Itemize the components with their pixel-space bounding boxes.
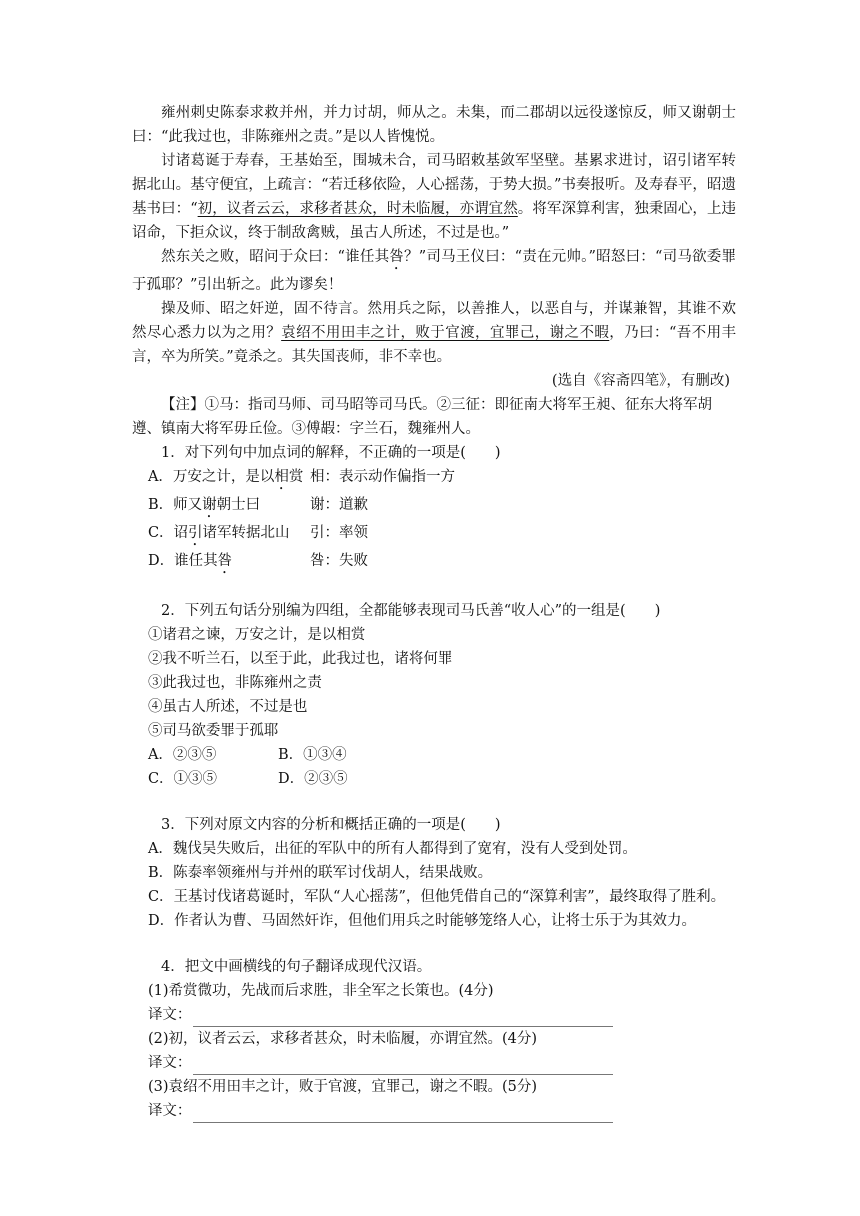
answer-label: 译文： bbox=[147, 1007, 192, 1023]
q2-item-3: ③此我过也，非陈雍州之责 bbox=[147, 675, 322, 691]
q1-option-a: A．万安之计，是以相赏 相：表示动作偏指一方 bbox=[132, 465, 736, 493]
q3-option-b: B．陈泰率领雍州与并州的联军讨伐胡人，结果战败。 bbox=[147, 865, 493, 881]
question-3-stem: 3．下列对原文内容的分析和概括正确的一项是( ) bbox=[161, 817, 501, 833]
q3-option-a: A．魏伐吴失败后，出征的军队中的所有人都得到了宽宥，没有人受到处罚。 bbox=[147, 841, 637, 857]
q2-item-1: ①诸君之谏，万安之计，是以相赏 bbox=[147, 627, 366, 643]
paragraph-3-text-b: ？”司马王仪曰：“责在元帅。”昭怒曰：“司马欲委罪于孤耶？”引出斩之。此为谬矣！ bbox=[132, 249, 736, 293]
q3-option-d: D．作者认为曹、马固然奸诈，但他们用兵之时能够笼络人心，让将士乐于为其效力。 bbox=[147, 913, 697, 929]
question-2-stem: 2．下列五句话分别编为四组，全都能够表现司马氏善“收人心”的一组是( ) bbox=[161, 603, 661, 619]
q4-item-3: (3)袁绍不用田丰之计，败于官渡，宜罪己，谢之不暇。(5分) bbox=[147, 1079, 538, 1095]
passage-paragraph-4 bbox=[132, 297, 736, 369]
dotted-word: 相 bbox=[274, 469, 289, 485]
q1-option-b: B．师又谢朝士曰 谢：道歉 bbox=[132, 493, 736, 521]
q4-answer-2[interactable] bbox=[148, 1051, 736, 1075]
paragraph-3-text-a: 然东关之败，昭问于众曰：“谁任其 bbox=[161, 249, 390, 265]
passage-paragraph-2 bbox=[132, 149, 736, 245]
q1-gloss-a: 相：表示动作偏指一方 bbox=[310, 469, 455, 485]
paragraph-2-text-a: 讨诸葛诞于寿春，王基始至，围城未合，司马昭敕基敛军坚壁。基累求进讨，诏引诸军转据北山。基守便宜，上疏言：“若迁移依险，人心摇荡，于势大损。”书奏报听。及寿春平，昭遗基书曰：“ bbox=[132, 153, 736, 217]
passage-source: (选自《容斋四笔》，有删改) bbox=[551, 373, 730, 389]
dotted-word: 引 bbox=[188, 525, 203, 541]
q4-item-2: (2)初，议者云云，求移者甚众，时未临履，亦谓宜然。(4分) bbox=[147, 1031, 538, 1047]
passage-note: 【注】①马：指司马师、司马昭等司马氏。②三征：即征南大将军王昶、征东大将军胡遵、镇南大将军毋丘俭。③傅嘏：字兰石，魏雍州人。 bbox=[132, 397, 712, 437]
q1-gloss-d: 咎：失败 bbox=[310, 553, 368, 569]
q2-choice-c: C．①③⑤ bbox=[147, 771, 218, 787]
content-column bbox=[132, 101, 736, 1123]
q1-gloss-b: 谢：道歉 bbox=[310, 497, 368, 513]
q2-choices-cd bbox=[132, 767, 736, 791]
q2-item-2: ②我不听兰石，以至于此，此我过也，诸将何罪 bbox=[147, 651, 453, 667]
q2-choices-ab bbox=[132, 743, 736, 767]
question-4-stem: 4．把文中画横线的句子翻译成现代汉语。 bbox=[161, 959, 432, 975]
answer-line[interactable] bbox=[193, 1012, 613, 1027]
q2-choice-b: B．①③④ bbox=[277, 747, 347, 763]
dotted-word: 咎 bbox=[389, 249, 405, 265]
q4-item-1: (1)希赏微功，先战而后求胜，非全军之长策也。(4分) bbox=[147, 983, 494, 999]
q2-item-5: ⑤司马欲委罪于孤耶 bbox=[147, 723, 279, 739]
answer-line[interactable] bbox=[193, 1060, 613, 1075]
passage-paragraph-3 bbox=[132, 245, 736, 297]
passage-paragraph-1: 雍州刺史陈泰求救并州，并力讨胡，师从之。未集，而二郡胡以远役遂惊反，师又谢朝士曰：“此我过也，非陈雍州之责。”是以人皆愧悦。 bbox=[132, 105, 736, 145]
dotted-word: 咎 bbox=[217, 553, 233, 569]
underlined-sentence-1: 初，议者云云，求移者甚众，时未临履，亦谓宜然 bbox=[197, 201, 518, 217]
answer-line[interactable] bbox=[193, 1108, 613, 1123]
q2-choice-d: D．②③⑤ bbox=[277, 771, 348, 787]
q1-gloss-c: 引：率领 bbox=[310, 525, 368, 541]
answer-label: 译文： bbox=[147, 1103, 192, 1119]
q3-option-c: C．王基讨伐诸葛诞时，军队“人心摇荡”，但他凭借自己的“深算利害”，最终取得了胜利。 bbox=[147, 889, 726, 905]
q1-option-d: D．谁任其咎 咎：失败 bbox=[132, 549, 736, 577]
q4-answer-3[interactable] bbox=[148, 1099, 736, 1123]
dotted-word: 谢 bbox=[202, 497, 217, 513]
paragraph-4-text-a: 操及师、昭之奸逆，固不待言。然用兵之际，以善推人，以恶自与，并谋兼智，其谁不欢然尽心悉力以为之用？ bbox=[132, 301, 736, 341]
q4-answer-1[interactable] bbox=[148, 1003, 736, 1027]
q2-choice-a: A．②③⑤ bbox=[147, 747, 217, 763]
q1-option-c: C．诏引诸军转据北山 引：率领 bbox=[132, 521, 736, 549]
question-1-stem: 1．对下列句中加点词的解释，不正确的一项是( ) bbox=[161, 445, 501, 461]
q2-item-4: ④虽古人所述，不过是也 bbox=[147, 699, 308, 715]
paragraph-2-text-b: 。将军深算利害，独秉固心，上违诏命，下拒众议，终于制敌禽贼，虽古人所述，不过是也。” bbox=[132, 201, 737, 241]
paragraph-4-text-b: ，乃曰：“吾不用丰言，卒为所笑。”竟杀之。其失国丧师，非不幸也。 bbox=[132, 325, 737, 365]
answer-label: 译文： bbox=[147, 1055, 192, 1071]
underlined-sentence-2: 袁绍不用田丰之计，败于官渡，宜罪己，谢之不暇 bbox=[281, 325, 610, 341]
